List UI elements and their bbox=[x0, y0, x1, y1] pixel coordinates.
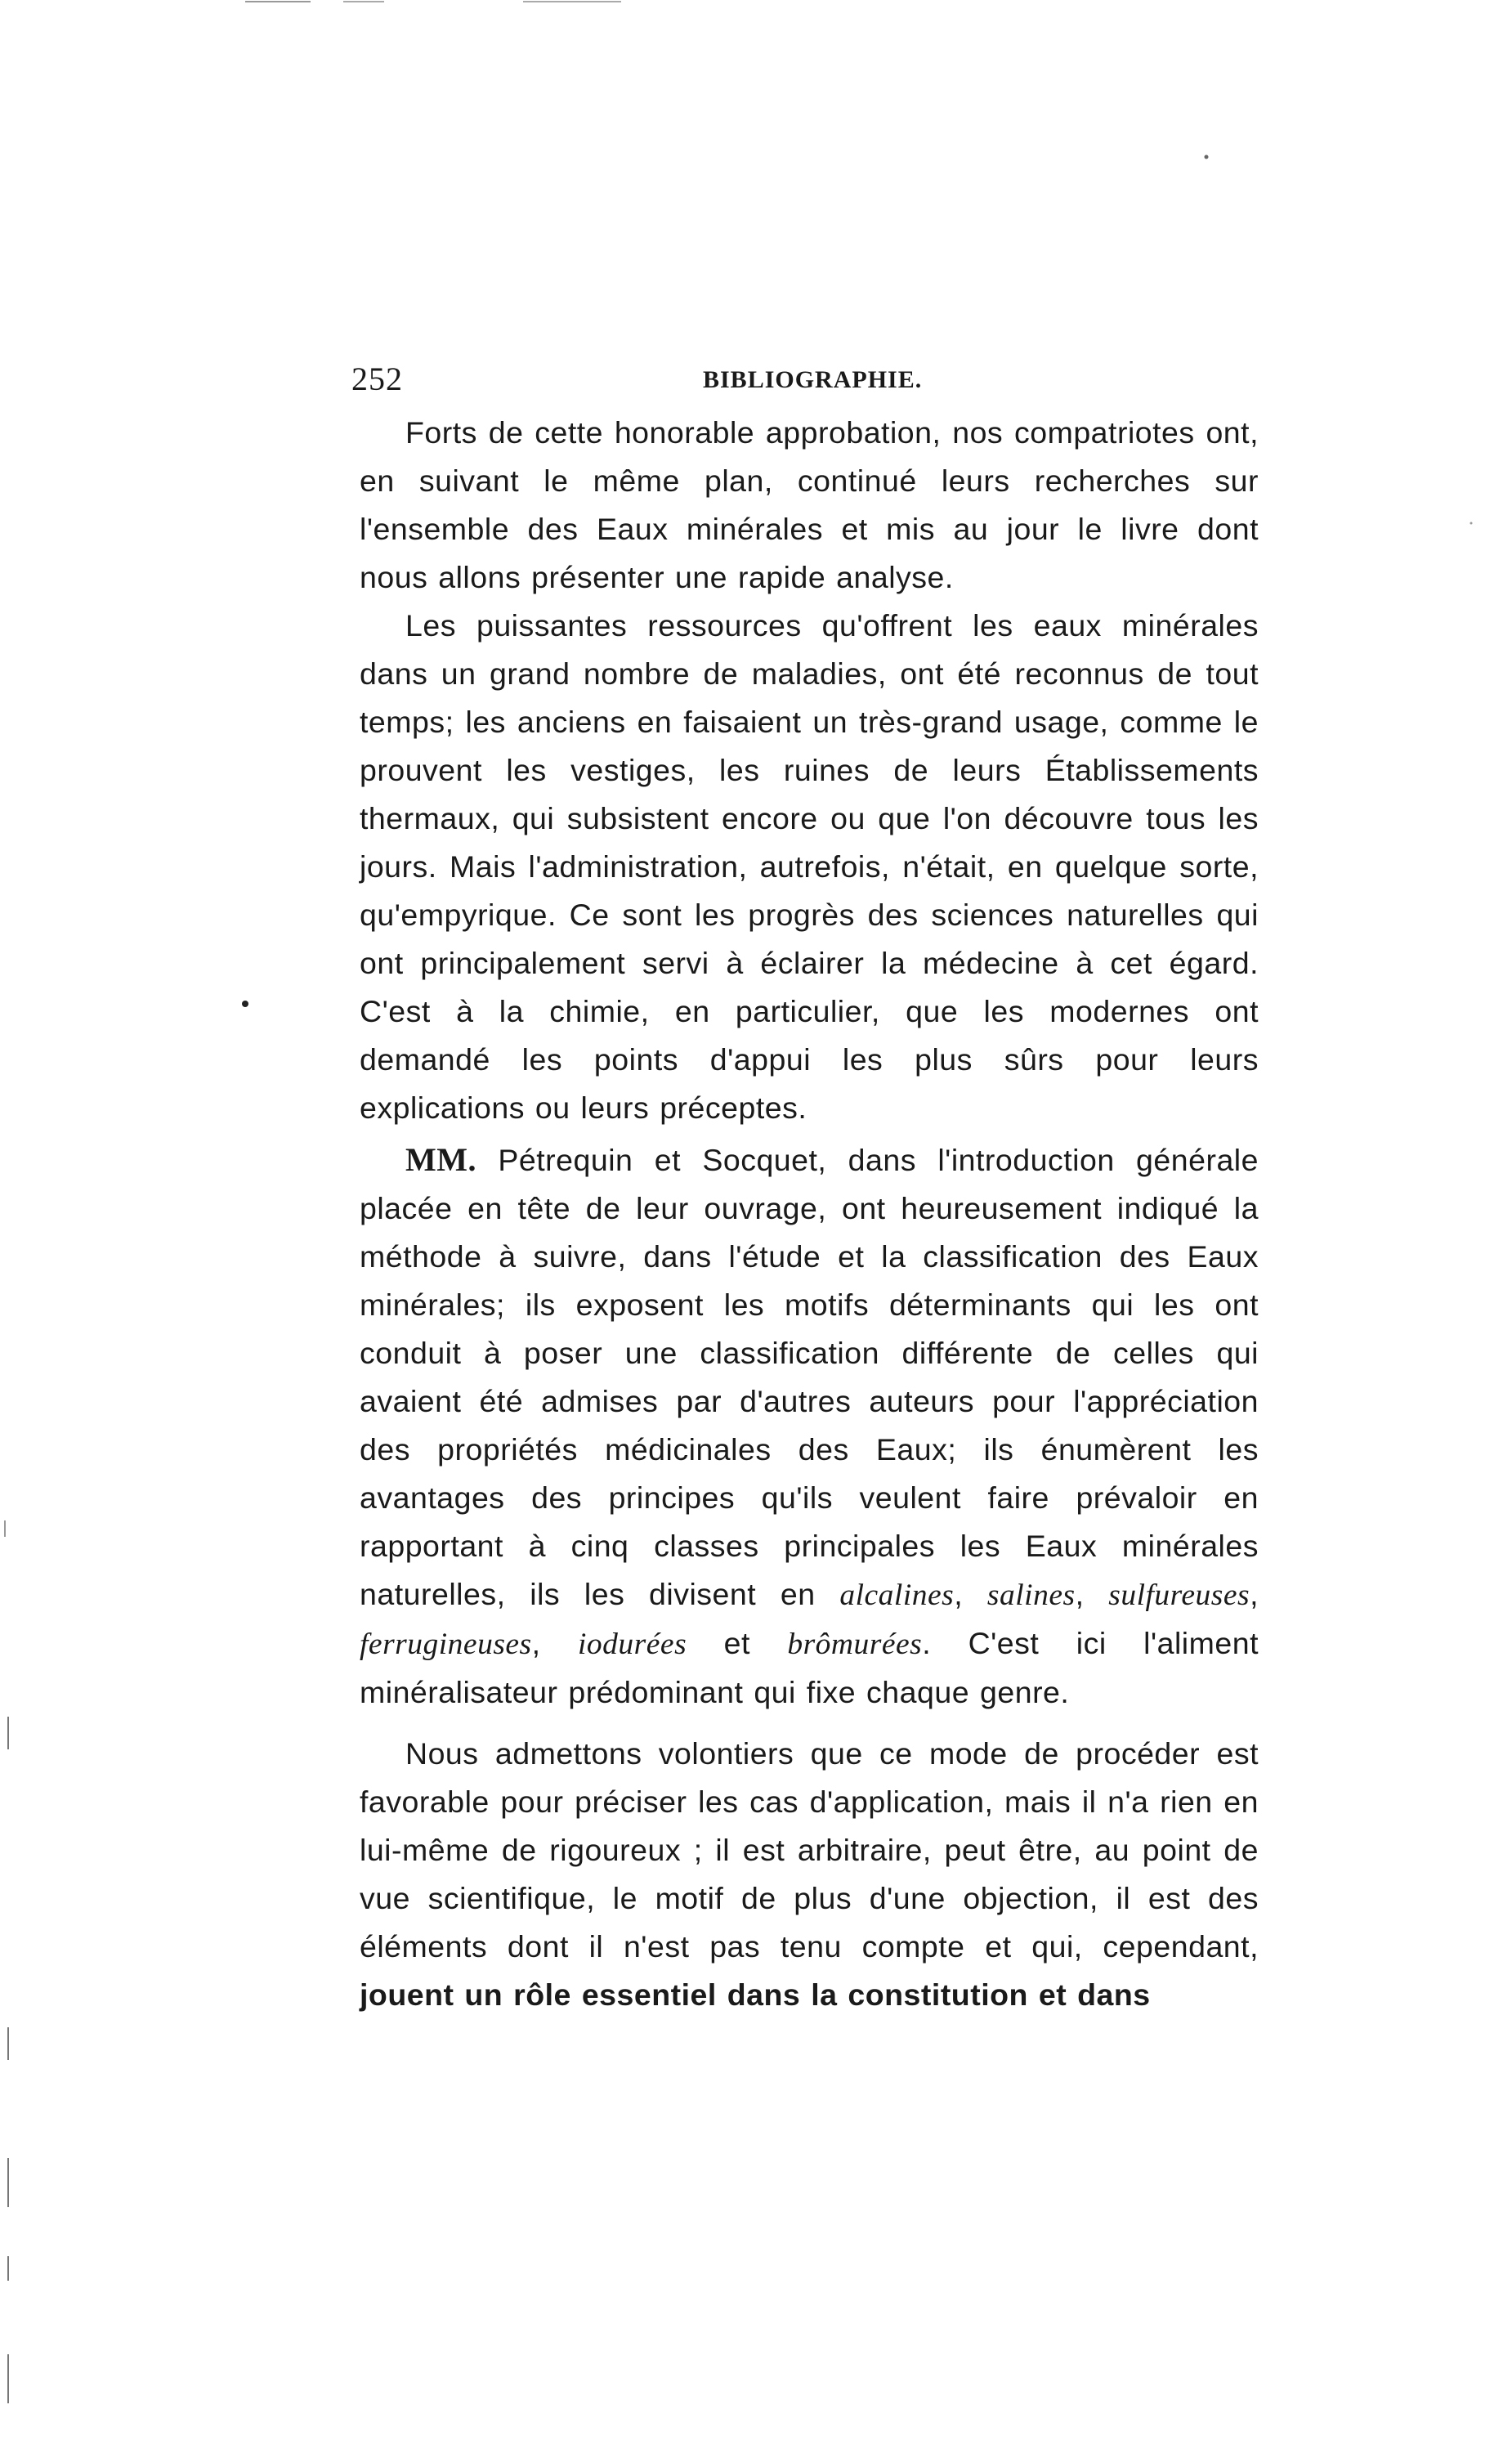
scan-speck-1 bbox=[1205, 155, 1209, 159]
paragraph-3 bbox=[360, 1135, 1259, 1717]
paragraph-3-text-before: Pétrequin et Socquet, dans l'introduction générale placée en tête de leur ouvrage, ont heureusement indiqué la méthode à suivre, dans l'étude et la classification des Eaux minérales; ils exposent les motifs déterminants qui les ont conduit à poser une classification différente de celles qui avaient été admises par d'autres auteurs pour l'appréciation des propriétés médicinales des Eaux; ils énumèrent les avantages des principes qu'ils veulent faire prévaloir en rapportant à cinq classes principales les Eaux minérales naturelles, ils les divisent en bbox=[360, 1143, 1259, 1611]
scan-speck-2 bbox=[242, 1001, 248, 1007]
term-alcalines: alcalines bbox=[839, 1579, 955, 1612]
separator-4: , bbox=[531, 1626, 579, 1660]
separator-3: , bbox=[1250, 1577, 1259, 1611]
paragraph-4 bbox=[360, 1730, 1259, 2019]
running-title: BIBLIOGRAPHIE. bbox=[703, 366, 923, 393]
term-ferrugineuses: ferrugineuses bbox=[360, 1628, 532, 1661]
separator-1: , bbox=[954, 1577, 987, 1611]
separator-2: , bbox=[1075, 1577, 1109, 1611]
page-number: 252 bbox=[351, 360, 403, 397]
paragraph-3-text-after: . C'est ici l'aliment minéralisateur prédominant qui fixe chaque genre. bbox=[360, 1626, 1259, 1709]
term-salines: salines bbox=[986, 1579, 1076, 1612]
paragraph-3-lead: MM. bbox=[405, 1141, 477, 1178]
separator-5: et bbox=[687, 1626, 788, 1660]
paragraph-4-final: jouent un rôle essentiel dans la constitution et dans bbox=[360, 1977, 1151, 2012]
term-sulfureuses: sulfureuses bbox=[1108, 1579, 1250, 1612]
running-head bbox=[351, 360, 1259, 409]
scan-speck-3 bbox=[1470, 522, 1473, 525]
term-bromurees: brômurées bbox=[787, 1628, 923, 1661]
paragraph-1: Forts de cette honorable approbation, nos compatriotes ont, en suivant le même plan, continué leurs recherches sur l'ensemble des Eaux minérales et mis au jour le livre dont nous allons présenter une rapide analyse. bbox=[360, 415, 1259, 594]
paragraph-2: Les puissantes ressources qu'offrent les eaux minérales dans un grand nombre de maladies, ont été reconnus de tout temps; les anciens en faisaient un très-grand usage, comme le prouvent les vestiges, les ruines de leurs Établissements thermaux, qui subsistent encore ou que l'on découvre tous les jours. Mais l'administration, autrefois, n'était, en quelque sorte, qu'empyrique. Ce sont les progrès des sciences naturelles qui ont principalement servi à éclairer la médecine à cet égard. C'est à la chimie, en particulier, que les modernes ont demandé les points d'appui les plus sûrs pour leurs explications ou leurs préceptes. bbox=[360, 608, 1259, 1125]
body-text bbox=[360, 409, 1259, 2019]
paragraph-4-text: Nous admettons volontiers que ce mode de procéder est favorable pour préciser les cas d'application, mais il n'a rien en lui-même de rigoureux ; il est arbitraire, peut être, au point de vue scientifique, le motif de plus d'une objection, il est des éléments dont il n'est pas tenu compte et qui, cependant, bbox=[360, 1736, 1259, 1964]
term-iodurees: iodurées bbox=[578, 1628, 687, 1661]
